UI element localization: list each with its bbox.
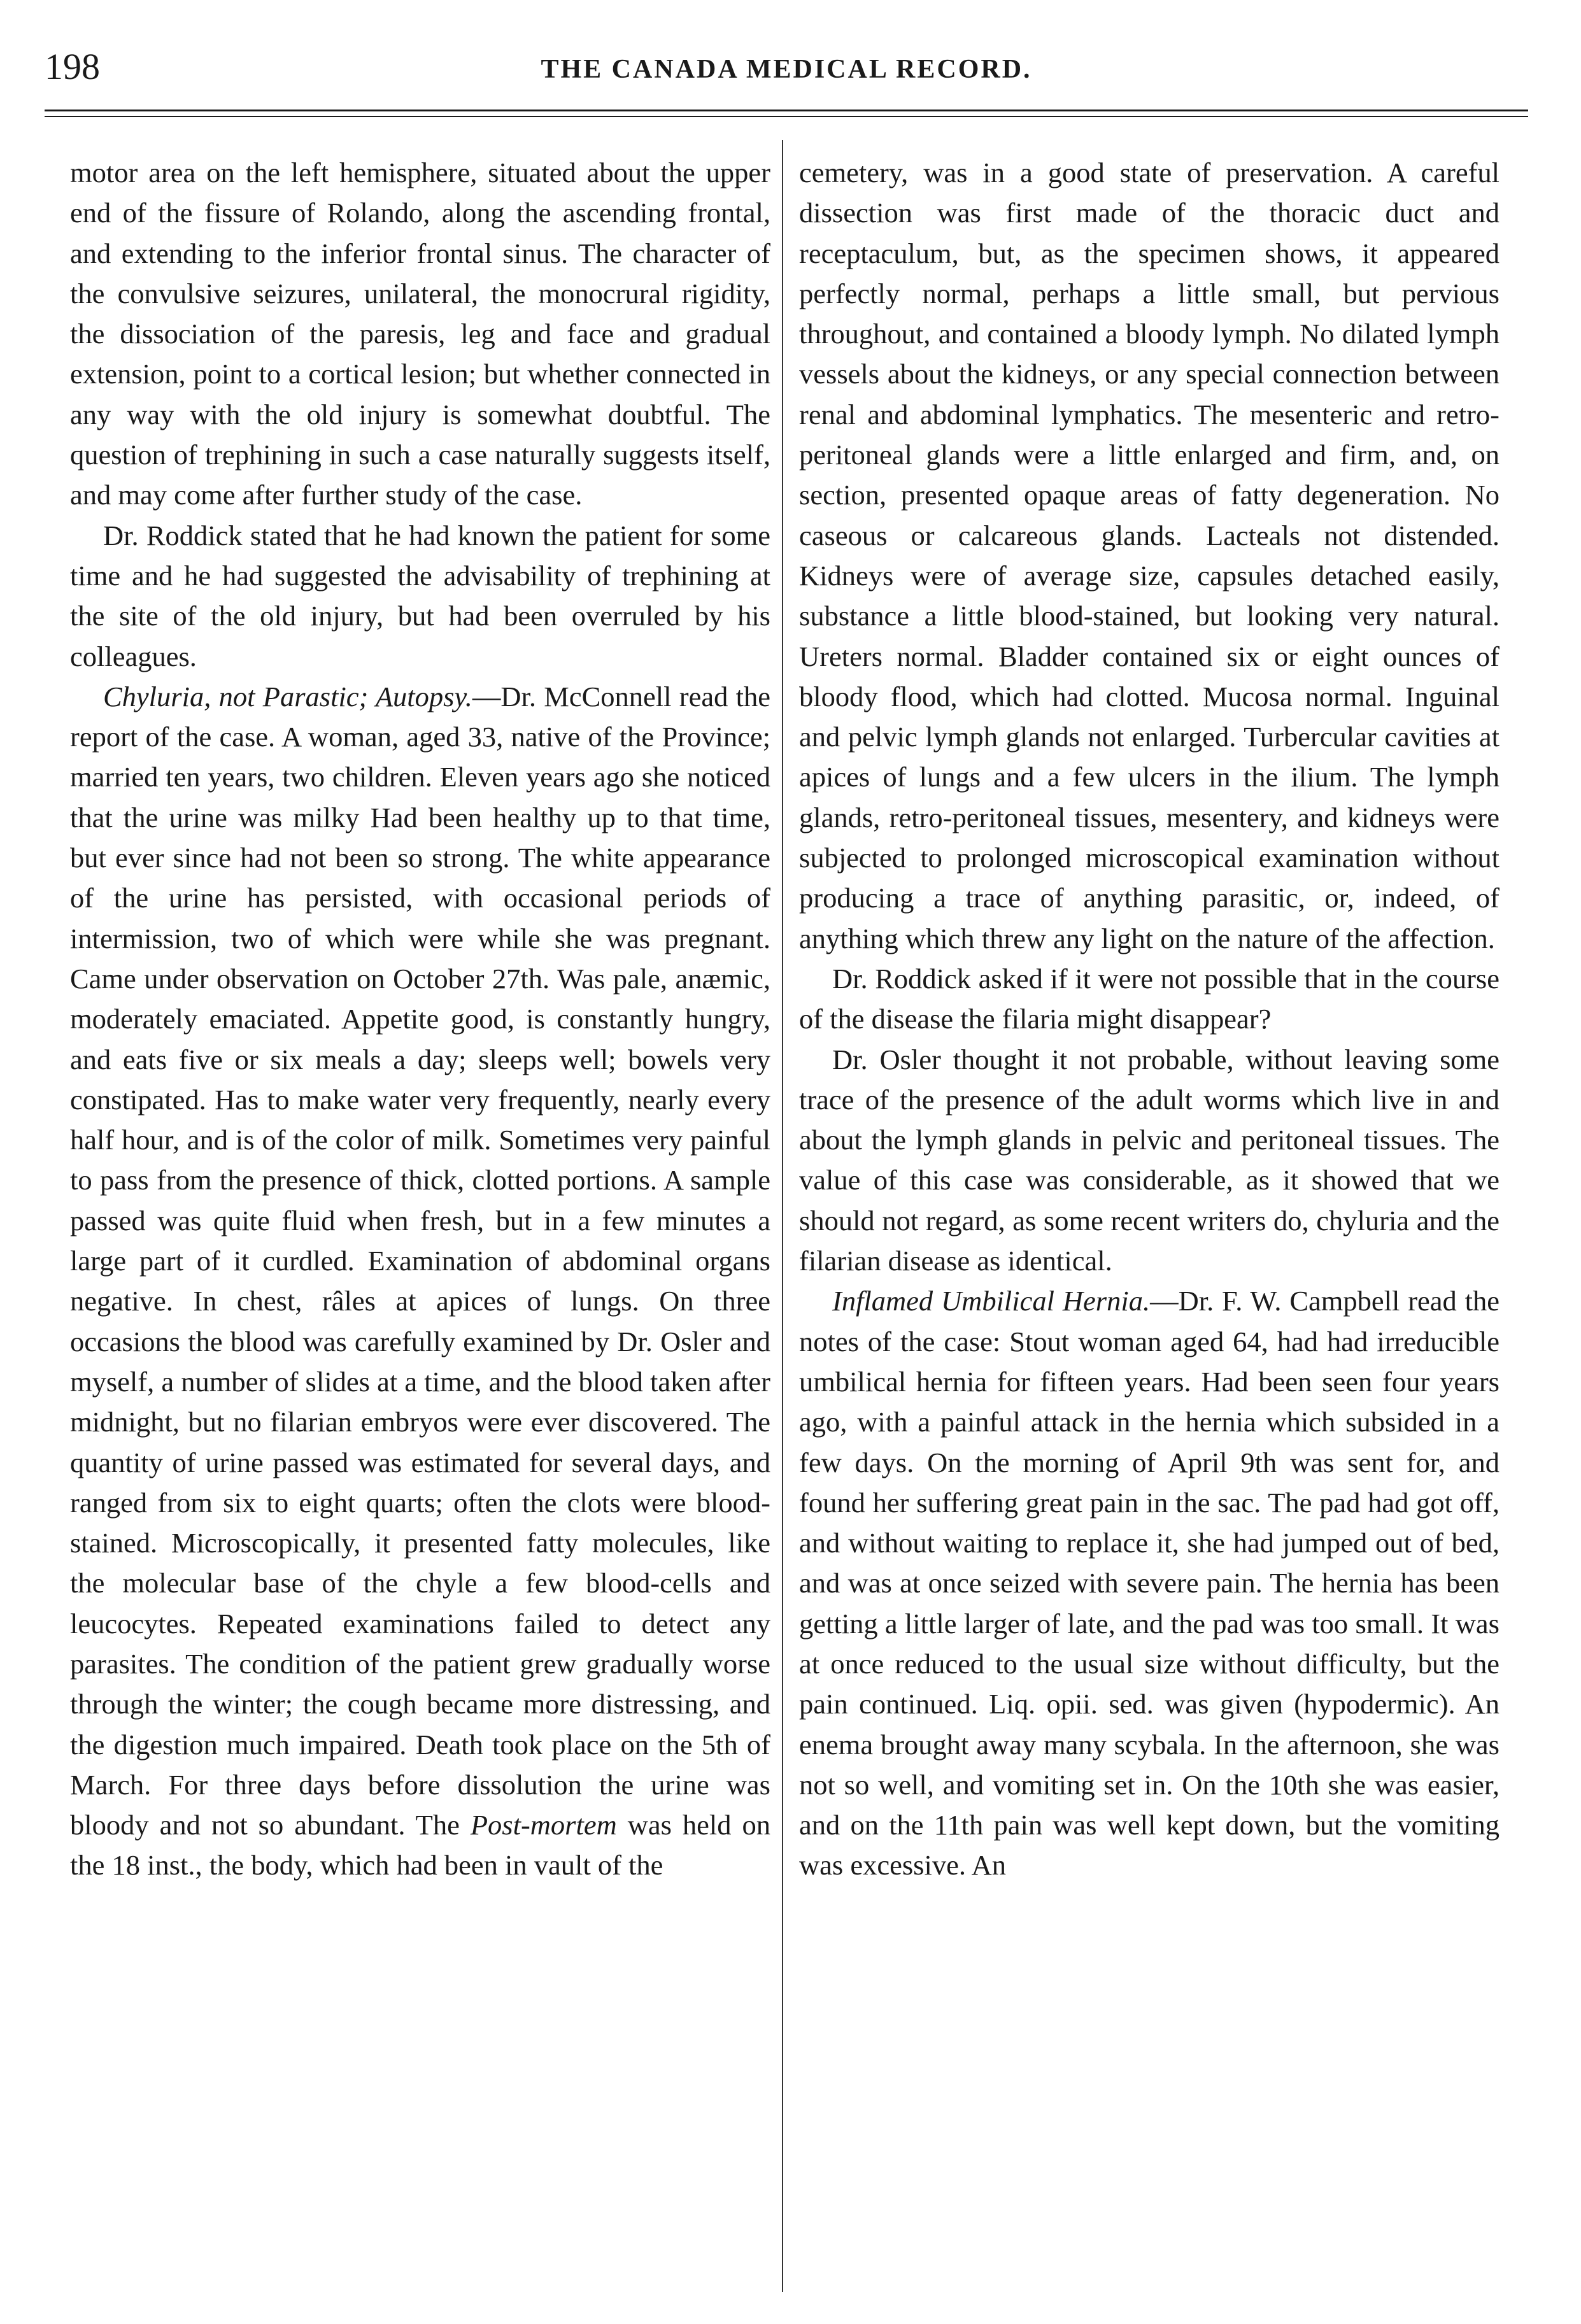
right-column [799,153,1499,1886]
header-rule-thick [45,110,1528,111]
column-divider [782,140,783,2292]
hernia-report-text: —Dr. F. W. Campbell read the notes of the case: Stout woman aged 64, had had irreducible umbilical hernia for fifteen years. Had been seen four years ago, with a painful attack in the hernia which subsided in a few days. On the morning of April 9th was sent for, and found her suffering great pain in the sac. The pad had got off, and without waiting to replace it, she had jumped out of bed, and was at once seized with severe pain. The hernia has been getting a little larger of late, and the pad was too small. It was at once reduced to the usual size without difficulty, but the pain continued. Liq. opii. sed. was given (hypodermic). An enema brought away many scybala. In the afternoon, she was not so well, and vomiting set in. On the 10th she was easier, and on the 11th pain was well kept down, but the vomiting was excessive. An [799,1285,1499,1881]
left-paragraph-2: Dr. Roddick stated that he had known the patient for some time and he had suggested the advisability of trephining at the site of the old injury, but had been overruled by his colleagues. [70,519,770,672]
right-paragraph-3: Dr. Osler thought it not probable, without leaving some trace of the presence of the adult worms which live in and about the lymph glands in pelvic and peritoneal tissues. The value of this case was considerable, as it showed that we should not regard, as some recent writers do, chyluria and the filarian disease as identical. [799,1043,1499,1277]
page-header [45,45,1528,89]
left-paragraph-3 [70,677,770,1886]
left-paragraph-1: motor area on the left hemisphere, situated about the upper end of the fissure of Rolando, along the ascending frontal, and extending to the inferior frontal sinus. The character of the convulsive seizures, unilateral, the monocrural rigidity, the dissociation of the paresis, leg and face and gradual extension, point to a cortical lesion; but whether connected in any way with the old injury is somewhat doubtful. The question of trephining in such a case naturally suggests itself, and may come after further study of the case. [70,157,770,511]
post-mortem-term: Post-mortem [470,1809,617,1841]
left-column [70,153,770,1886]
right-paragraph-1: cemetery, was in a good state of preservation. A careful dissection was first made of the thoracic duct and receptaculum, but, as the specimen shows, it appeared perfectly normal, perhaps a little small, but pervious throughout, and contained a bloody lymph. No dilated lymph vessels about the kidneys, or any special connection between renal and abdominal lymphatics. The mesenteric and retro-peritoneal glands were a little enlarged and firm, and, on section, presented opaque areas of fatty degeneration. No caseous or calcareous glands. Lacteals not distended. Kidneys were of average size, capsules detached easily, substance a little blood-stained, but looking very natural. Ureters normal. Bladder contained six or eight ounces of bloody flood, which had clotted. Mucosa normal. Inguinal and pelvic lymph glands not enlarged. Turbercular cavities at apices of lungs and a few ulcers in the ilium. The lymph glands, retro-peritoneal tissues, mesentery, and kidneys were subjected to prolonged microscopical examination without producing a trace of anything parasitic, or, indeed, of anything which threw any light on the nature of the affection. [799,157,1499,954]
right-paragraph-2: Dr. Roddick asked if it were not possible that in the course of the disease the filaria might disappear? [799,962,1499,1035]
chyluria-report-text-end: was held on the 18 inst., the body, which had been in vault of the [70,1809,770,1881]
right-paragraph-4 [799,1281,1499,1885]
page-number: 198 [45,46,100,87]
section-heading-chyluria: Chyluria, not Parastic; Autopsy. [103,680,472,712]
header-rule-thin [45,116,1528,117]
section-heading-hernia: Inflamed Umbilical Hernia. [832,1285,1151,1317]
running-title: THE CANADA MEDICAL RECORD. [541,55,1032,84]
chyluria-report-text: —Dr. McConnell read the report of the case. A woman, aged 33, native of the Province; married ten years, two children. Eleven years ago she noticed that the urine was milky Had been healthy up to that time, but ever since had not been so strong. The white appearance of the urine has persisted, with occasional periods of intermission, two of which were while she was pregnant. Came under observation on October 27th. Was pale, anæmic, moderately emaciated. Appetite good, is constantly hungry, and eats five or six meals a day; sleeps well; bowels very constipated. Has to make water very frequently, nearly every half hour, and is of the color of milk. Sometimes very painful to pass from the presence of thick, clotted portions. A sample passed was quite fluid when fresh, but in a few minutes a large part of it curdled. Examination of abdominal organs negative. In chest, râles at apices of lungs. On three occasions the blood was carefully examined by Dr. Osler and myself, a number of slides at a time, and the blood taken after midnight, but no filarian embryos were ever discovered. The quantity of urine passed was estimated for several days, and ranged from six to eight quarts; often the clots were blood-stained. Microscopically, it presented fatty molecules, like the molecular base of the chyle a few blood-cells and leucocytes. Repeated examinations failed to detect any parasites. The condition of the patient grew gradually worse through the winter; the cough became more distressing, and the digestion much impaired. Death took place on the 5th of March. For three days before dissolution the urine was bloody and not so abundant. The [70,680,771,1841]
